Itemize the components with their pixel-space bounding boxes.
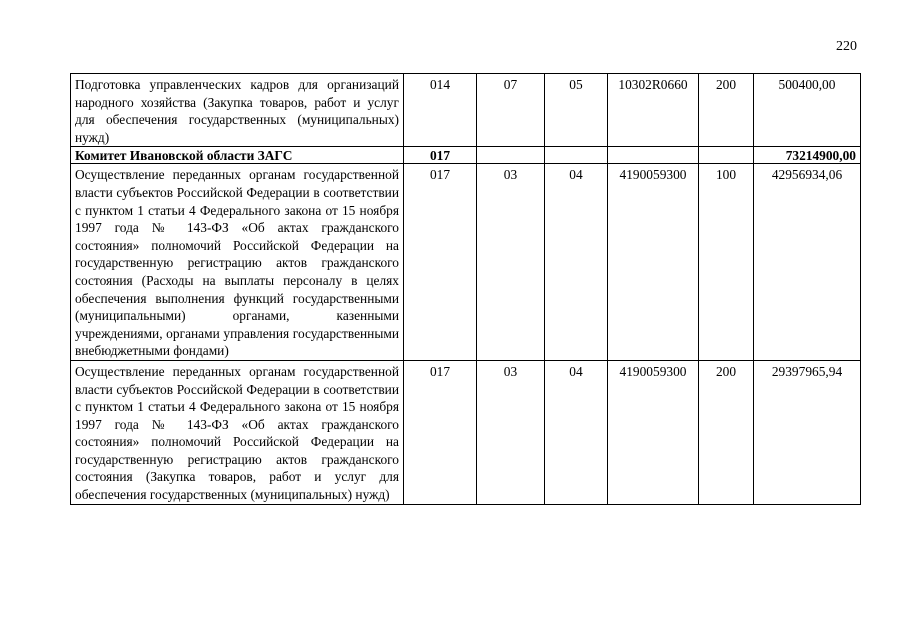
page-number: 220 bbox=[836, 39, 857, 54]
table-row bbox=[71, 164, 861, 361]
expense-type-cell: 200 bbox=[699, 74, 754, 147]
amount-cell: 42956934,06 bbox=[754, 164, 861, 361]
subsection-code-cell: 04 bbox=[545, 360, 608, 504]
subsection-code-cell bbox=[545, 147, 608, 164]
expense-name-cell: Комитет Ивановской области ЗАГС bbox=[71, 147, 404, 164]
expense-type-cell bbox=[699, 147, 754, 164]
section-code-cell: 07 bbox=[477, 74, 545, 147]
amount-cell: 29397965,94 bbox=[754, 360, 861, 504]
section-code-cell bbox=[477, 147, 545, 164]
table-row bbox=[71, 360, 861, 504]
subsection-code-cell: 04 bbox=[545, 164, 608, 361]
table-row bbox=[71, 74, 861, 147]
amount-cell: 73214900,00 bbox=[754, 147, 861, 164]
subsection-code-cell: 05 bbox=[545, 74, 608, 147]
target-article-cell: 4190059300 bbox=[608, 164, 699, 361]
expense-type-cell: 200 bbox=[699, 360, 754, 504]
expense-name-cell: Осуществление переданных органам государственной власти субъектов Российской Федерации в соответствии с пунктом 1 статьи 4 Федерального закона от 15 ноября 1997 года № 143-ФЗ «Об актах гражданского состояния» полномочий Российской Федерации на государственную регистрацию актов гражданского состояния (Закупка товаров, работ и услуг для обеспечения государственных (муниципальных) нужд) bbox=[71, 360, 404, 504]
target-article-cell: 10302R0660 bbox=[608, 74, 699, 147]
amount-cell: 500400,00 bbox=[754, 74, 861, 147]
section-code-cell: 03 bbox=[477, 164, 545, 361]
target-article-cell bbox=[608, 147, 699, 164]
ministry-code-cell: 017 bbox=[404, 164, 477, 361]
target-article-cell: 4190059300 bbox=[608, 360, 699, 504]
budget-table bbox=[70, 73, 861, 505]
expense-name-cell: Осуществление переданных органам государственной власти субъектов Российской Федерации в соответствии с пунктом 1 статьи 4 Федерального закона от 15 ноября 1997 года № 143-ФЗ «Об актах гражданского состояния» полномочий Российской Федерации на государственную регистрацию актов гражданского состояния (Расходы на выплаты персоналу в целях обеспечения выполнения функций государственными (муниципальными) органами, казенными учреждениями, органами управления государственными внебюджетными фондами) bbox=[71, 164, 404, 361]
expense-type-cell: 100 bbox=[699, 164, 754, 361]
ministry-code-cell: 014 bbox=[404, 74, 477, 147]
expense-name-cell: Подготовка управленческих кадров для организаций народного хозяйства (Закупка товаров, работ и услуг для обеспечения государственных (муниципальных) нужд) bbox=[71, 74, 404, 147]
ministry-code-cell: 017 bbox=[404, 360, 477, 504]
section-code-cell: 03 bbox=[477, 360, 545, 504]
table-row bbox=[71, 147, 861, 164]
ministry-code-cell: 017 bbox=[404, 147, 477, 164]
